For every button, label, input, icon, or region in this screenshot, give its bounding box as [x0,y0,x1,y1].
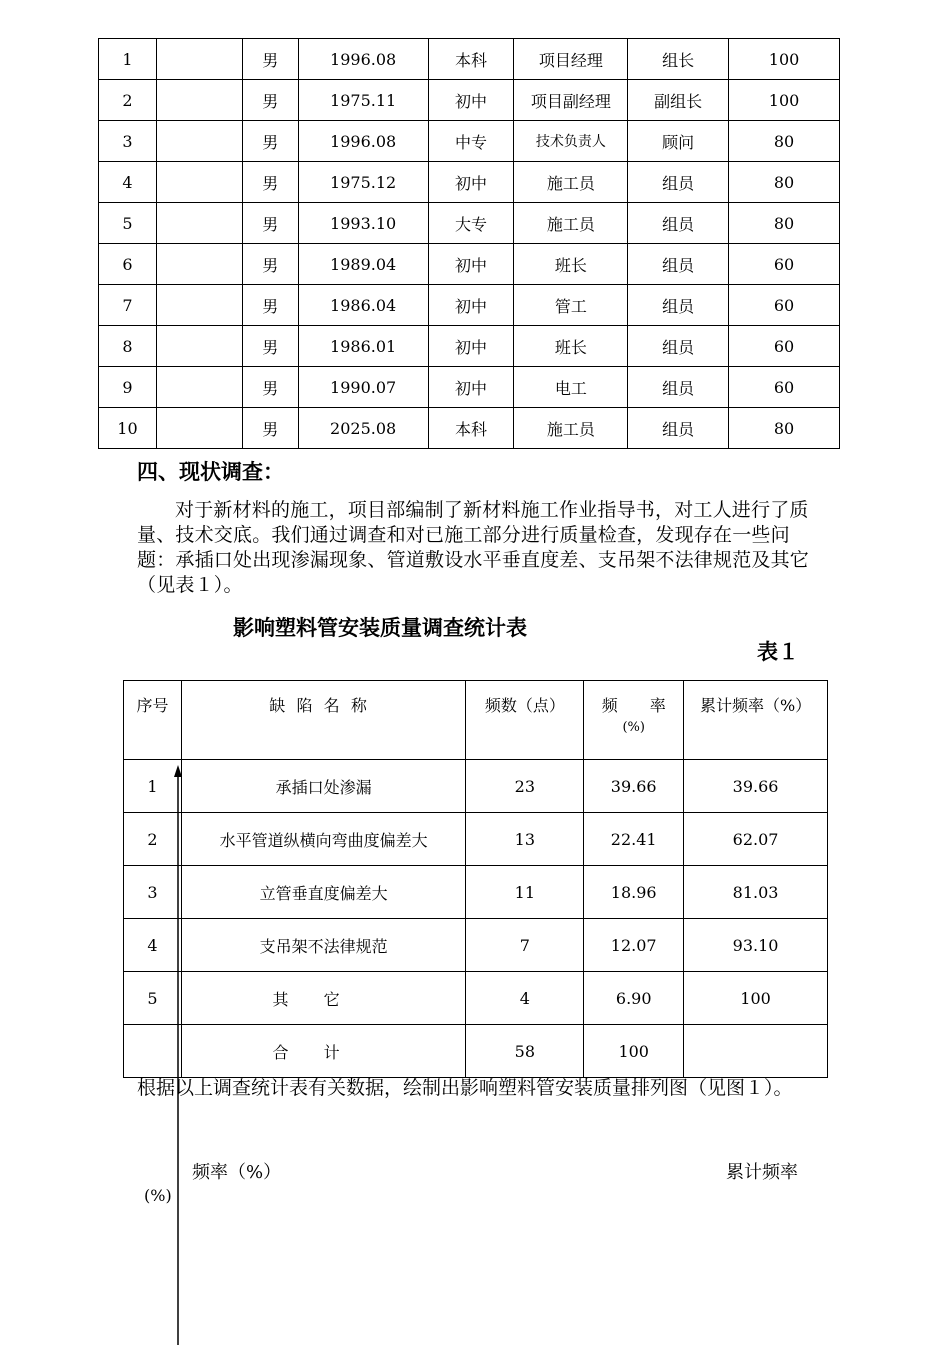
staff-cell-date: 2025.08 [298,408,428,449]
staff-cell-score: 80 [729,203,840,244]
staff-row [99,367,840,408]
staff-table [98,38,840,449]
defect-cell-no: 4 [124,919,182,972]
staff-cell-score: 80 [729,408,840,449]
defect-cell-name: 水平管道纵横向弯曲度偏差大 [181,813,466,866]
staff-cell-gender: 男 [242,367,298,408]
staff-cell-score: 100 [729,80,840,121]
staff-cell-no: 1 [99,39,157,80]
staff-cell-score: 100 [729,39,840,80]
defect-cell-count: 58 [466,1025,584,1078]
defect-cell-count: 4 [466,972,584,1025]
staff-cell-gender: 男 [242,80,298,121]
staff-cell-role: 组员 [628,203,729,244]
staff-cell-name [156,203,242,244]
staff-cell-position: 管工 [514,285,628,326]
defect-cell-no: 1 [124,760,182,813]
staff-cell-education: 初中 [428,162,514,203]
defect-cell-cumulative: 93.10 [684,919,828,972]
staff-row [99,326,840,367]
staff-cell-position: 电工 [514,367,628,408]
staff-cell-score: 80 [729,121,840,162]
defect-table-row [124,760,828,813]
staff-cell-no: 7 [99,285,157,326]
staff-cell-position: 项目经理 [514,39,628,80]
defect-table-header-row [124,681,828,760]
defect-cell-no: 3 [124,866,182,919]
staff-cell-date: 1986.04 [298,285,428,326]
staff-cell-position: 班长 [514,244,628,285]
staff-cell-education: 初中 [428,285,514,326]
staff-cell-score: 60 [729,367,840,408]
staff-cell-position: 施工员 [514,162,628,203]
staff-cell-no: 3 [99,121,157,162]
staff-cell-role: 组员 [628,408,729,449]
staff-cell-date: 1975.11 [298,80,428,121]
defect-statistics-table [123,680,828,1078]
defect-table-row [124,919,828,972]
staff-cell-role: 组员 [628,244,729,285]
staff-row [99,80,840,121]
staff-row [99,244,840,285]
staff-cell-date: 1996.08 [298,121,428,162]
defect-cell-count: 7 [466,919,584,972]
defect-cell-count: 23 [466,760,584,813]
staff-cell-gender: 男 [242,244,298,285]
staff-cell-role: 副组长 [628,80,729,121]
staff-cell-date: 1990.07 [298,367,428,408]
defect-table-row [124,866,828,919]
defect-cell-count: 11 [466,866,584,919]
staff-cell-name [156,80,242,121]
staff-cell-score: 80 [729,162,840,203]
header-rate-line1: 频 率 [601,696,666,715]
staff-cell-date: 1989.04 [298,244,428,285]
chart-right-axis-label: 累计频率 [726,1162,798,1183]
staff-cell-no: 10 [99,408,157,449]
staff-cell-date: 1975.12 [298,162,428,203]
staff-cell-gender: 男 [242,326,298,367]
defect-cell-no: 5 [124,972,182,1025]
defect-cell-rate: 18.96 [584,866,684,919]
defect-cell-cumulative: 81.03 [684,866,828,919]
staff-cell-education: 本科 [428,39,514,80]
staff-cell-position: 技术负责人 [514,121,628,162]
defect-cell-count: 13 [466,813,584,866]
staff-cell-education: 初中 [428,244,514,285]
header-rate [584,681,684,760]
defect-cell-rate: 100 [584,1025,684,1078]
staff-cell-position: 项目副经理 [514,80,628,121]
defect-cell-rate: 22.41 [584,813,684,866]
table-number: 表１ [757,640,799,664]
staff-cell-no: 5 [99,203,157,244]
staff-cell-score: 60 [729,285,840,326]
staff-cell-score: 60 [729,244,840,285]
staff-cell-no: 8 [99,326,157,367]
staff-cell-date: 1993.10 [298,203,428,244]
defect-cell-name: 承插口处渗漏 [181,760,466,813]
staff-cell-education: 中专 [428,121,514,162]
staff-cell-no: 4 [99,162,157,203]
defect-cell-cumulative: 62.07 [684,813,828,866]
staff-cell-no: 6 [99,244,157,285]
staff-cell-name [156,326,242,367]
staff-row [99,162,840,203]
defect-table-row [124,972,828,1025]
intro-paragraph: 对于新材料的施工，项目部编制了新材料施工作业指导书，对工人进行了质量、技术交底。我们通过调查和对已施工部分进行质量检查，发现存在一些问题：承插口处出现渗漏现象、管道敷设水平垂直度差、支吊架不法律规范及其它（见表１）。 [137,499,810,596]
staff-cell-education: 大专 [428,203,514,244]
staff-row [99,285,840,326]
header-cumulative: 累计频率（%） [684,681,828,760]
staff-cell-gender: 男 [242,285,298,326]
staff-cell-name [156,162,242,203]
defect-cell-cumulative: 100 [684,972,828,1025]
section-heading: 四、现状调查： [137,460,284,484]
defect-cell-name: 合计 [181,1025,466,1078]
staff-cell-gender: 男 [242,162,298,203]
staff-row [99,121,840,162]
staff-cell-role: 组长 [628,39,729,80]
staff-cell-name [156,121,242,162]
staff-cell-education: 初中 [428,367,514,408]
header-no: 序号 [124,681,182,760]
staff-cell-no: 2 [99,80,157,121]
staff-cell-gender: 男 [242,121,298,162]
staff-row [99,39,840,80]
staff-cell-name [156,244,242,285]
staff-cell-position: 班长 [514,326,628,367]
staff-cell-date: 1996.08 [298,39,428,80]
staff-row [99,203,840,244]
staff-cell-education: 初中 [428,80,514,121]
staff-cell-name [156,39,242,80]
defect-cell-rate: 39.66 [584,760,684,813]
staff-cell-gender: 男 [242,39,298,80]
staff-row [99,408,840,449]
staff-cell-position: 施工员 [514,408,628,449]
staff-cell-name [156,285,242,326]
staff-cell-no: 9 [99,367,157,408]
defect-cell-name: 支吊架不法律规范 [181,919,466,972]
table-title: 影响塑料管安装质量调查统计表 [233,616,527,640]
staff-cell-role: 组员 [628,285,729,326]
staff-cell-name [156,408,242,449]
defect-table-row [124,813,828,866]
chart-left-axis-unit: (%) [144,1186,172,1205]
staff-cell-gender: 男 [242,408,298,449]
staff-cell-position: 施工员 [514,203,628,244]
header-defect-name: 缺陷名称 [181,681,466,760]
chart-vertical-axis-arrow [170,765,186,1345]
defect-cell-cumulative: 39.66 [684,760,828,813]
staff-cell-education: 本科 [428,408,514,449]
staff-cell-role: 组员 [628,367,729,408]
staff-cell-role: 组员 [628,326,729,367]
staff-cell-role: 组员 [628,162,729,203]
staff-cell-name [156,367,242,408]
defect-cell-no: 2 [124,813,182,866]
header-count: 频数（点） [466,681,584,760]
chart-left-axis-label: 频率（%） [192,1162,282,1183]
defect-cell-rate: 12.07 [584,919,684,972]
staff-cell-date: 1986.01 [298,326,428,367]
defect-cell-rate: 6.90 [584,972,684,1025]
defect-cell-name: 其它 [181,972,466,1025]
staff-cell-score: 60 [729,326,840,367]
defect-cell-name: 立管垂直度偏差大 [181,866,466,919]
summary-paragraph: 根据以上调查统计表有关数据，绘制出影响塑料管安装质量排列图（见图１）。 [137,1077,793,1099]
staff-cell-education: 初中 [428,326,514,367]
header-rate-line2: (%) [622,720,645,735]
staff-cell-role: 顾问 [628,121,729,162]
staff-cell-gender: 男 [242,203,298,244]
